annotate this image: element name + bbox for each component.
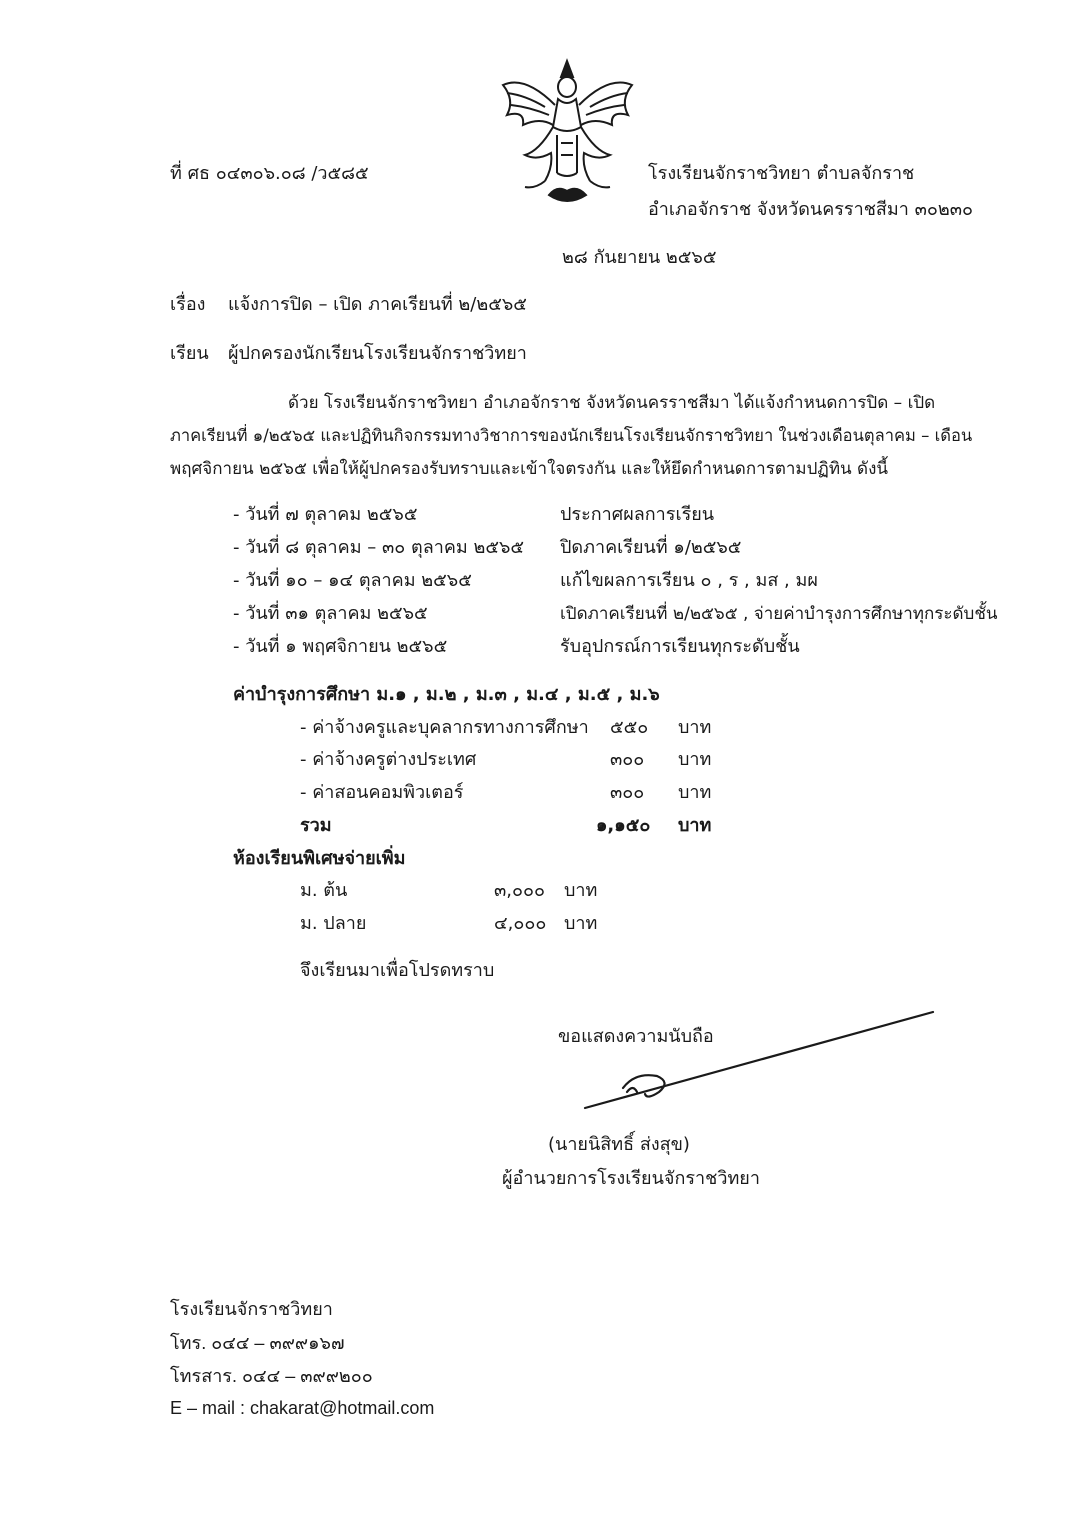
fee-item-amount: ๓๐๐ [610, 749, 645, 770]
schedule-date: - วันที่ ๘ ตุลาคม – ๓๐ ตุลาคม ๒๕๖๕ [233, 537, 525, 558]
signatory-name: (นายนิสิทธิ์ ส่งสุข) [548, 1134, 690, 1155]
closing-regards: ขอแสดงความนับถือ [558, 1026, 714, 1047]
special-item-unit: บาท [564, 913, 598, 934]
special-item-amount: ๔,๐๐๐ [494, 913, 547, 934]
signatory-position: ผู้อำนวยการโรงเรียนจักราชวิทยา [502, 1168, 760, 1189]
footer-tel: โทร. ๐๔๔ – ๓๙๙๑๖๗ [170, 1333, 345, 1353]
closing-inform: จึงเรียนมาเพื่อโปรดทราบ [300, 960, 495, 981]
fee-item-unit: บาท [678, 717, 712, 738]
letter-date: ๒๘ กันยายน ๒๕๖๕ [562, 247, 717, 268]
fee-item-label: - ค่าจ้างครูและบุคลากรทางการศึกษา [300, 717, 589, 738]
schedule-event: ประกาศผลการเรียน [560, 504, 715, 525]
recipient-text: ผู้ปกครองนักเรียนโรงเรียนจักราชวิทยา [228, 343, 527, 364]
subject-label: เรื่อง [170, 294, 206, 315]
schedule-date: - วันที่ ๗ ตุลาคม ๒๕๖๕ [233, 504, 418, 525]
schedule-date: - วันที่ ๑๐ – ๑๔ ตุลาคม ๒๕๖๕ [233, 570, 472, 591]
fees-total-label: รวม [300, 815, 332, 836]
recipient-label: เรียน [170, 343, 209, 364]
body-paragraph-line1: ด้วย โรงเรียนจักราชวิทยา อำเภอจักราช จังหวัดนครราชสีมา ได้แจ้งกำหนดการปิด – เปิด [288, 393, 936, 413]
school-address-line2: อำเภอจักราช จังหวัดนครราชสีมา ๓๐๒๓๐ [648, 199, 974, 220]
fee-item-label: - ค่าสอนคอมพิวเตอร์ [300, 782, 464, 803]
fees-heading: ค่าบำรุงการศึกษา ม.๑ , ม.๒ , ม.๓ , ม.๔ , ม.๕ , ม.๖ [233, 684, 660, 705]
special-item-label: ม. ต้น [300, 880, 348, 901]
fee-item-label: - ค่าจ้างครูต่างประเทศ [300, 749, 477, 770]
fee-item-amount: ๕๕๐ [610, 717, 649, 738]
garuda-emblem-icon [495, 55, 640, 215]
fees-total-amount: ๑,๑๕๐ [596, 815, 651, 836]
schedule-date: - วันที่ ๓๑ ตุลาคม ๒๕๖๕ [233, 603, 428, 624]
footer-email: E – mail : chakarat@hotmail.com [170, 1398, 435, 1418]
fee-item-amount: ๓๐๐ [610, 782, 645, 803]
fee-item-unit: บาท [678, 782, 712, 803]
schedule-event: แก้ไขผลการเรียน ๐ , ร , มส , มผ [560, 570, 818, 591]
schedule-date: - วันที่ ๑ พฤศจิกายน ๒๕๖๕ [233, 636, 448, 657]
body-paragraph-line3: พฤศจิกายน ๒๕๖๕ เพื่อให้ผู้ปกครองรับทราบและเข้าใจตรงกัน และให้ยึดกำหนดการตามปฏิทิน ดังนี้ [170, 459, 889, 479]
reference-number: ที่ ศธ ๐๔๓๐๖.๐๘ /ว๕๘๕ [170, 163, 369, 184]
special-item-label: ม. ปลาย [300, 913, 367, 934]
schedule-event: เปิดภาคเรียนที่ ๒/๒๕๖๕ , จ่ายค่าบำรุงการศึกษาทุกระดับชั้น [560, 604, 998, 624]
body-paragraph-line2: ภาคเรียนที่ ๑/๒๕๖๕ และปฏิทินกิจกรรมทางวิชาการของนักเรียนโรงเรียนจักราชวิทยา ในช่วงเดือนตุลาคม – เดือน [170, 426, 973, 445]
school-address-line1: โรงเรียนจักราชวิทยา ตำบลจักราช [648, 163, 915, 184]
special-item-amount: ๓,๐๐๐ [494, 880, 545, 901]
footer-school: โรงเรียนจักราชวิทยา [170, 1299, 333, 1319]
special-heading: ห้องเรียนพิเศษจ่ายเพิ่ม [233, 848, 406, 869]
fees-total-unit: บาท [678, 815, 712, 836]
fee-item-unit: บาท [678, 749, 712, 770]
footer-fax: โทรสาร. ๐๔๔ – ๓๙๙๒๐๐ [170, 1366, 373, 1386]
signature [575, 1000, 955, 1120]
schedule-event: รับอุปกรณ์การเรียนทุกระดับชั้น [560, 636, 800, 657]
special-item-unit: บาท [564, 880, 598, 901]
schedule-event: ปิดภาคเรียนที่ ๑/๒๕๖๕ [560, 537, 742, 558]
subject-text: แจ้งการปิด – เปิด ภาคเรียนที่ ๒/๒๕๖๕ [228, 294, 527, 315]
